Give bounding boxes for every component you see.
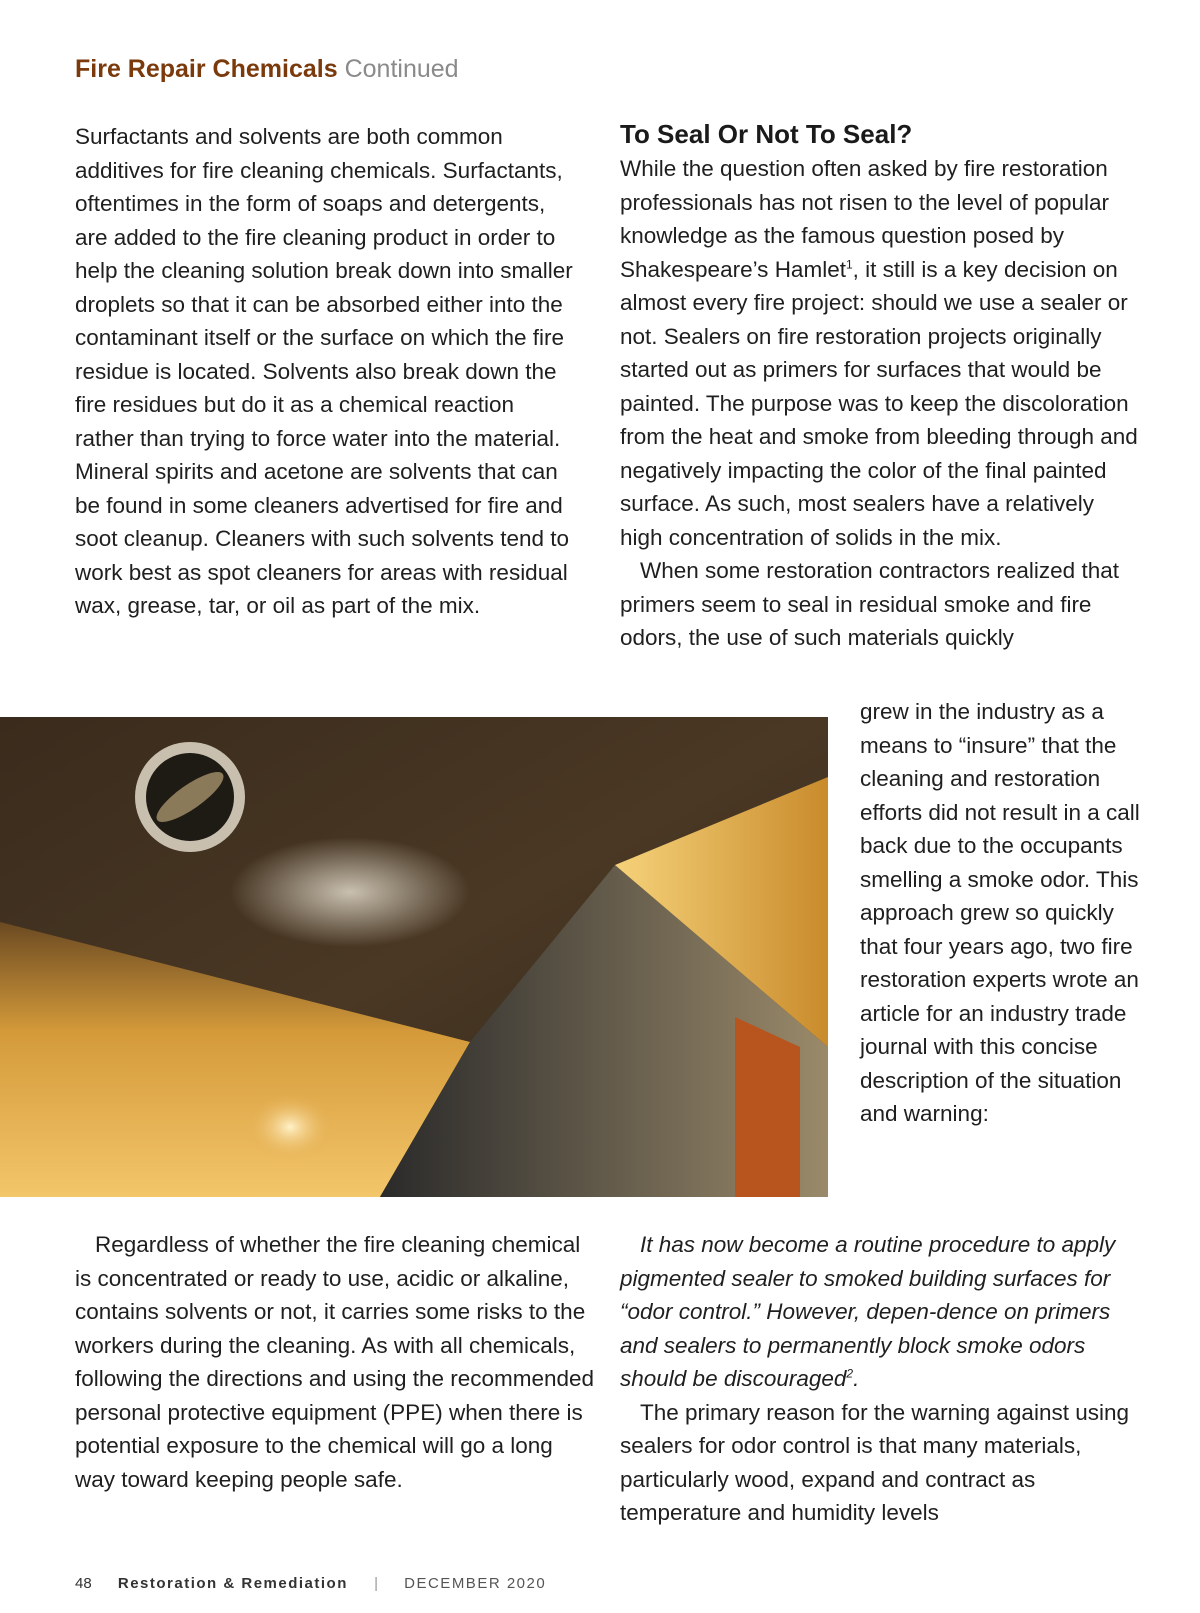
right-column-top [620,152,1140,655]
left-column-bottom [75,1228,595,1496]
page-footer [75,1574,568,1594]
paragraph: When some restoration contractors realized that primers seem to seal in residual smoke and fire odors, the use of such materials quickly [620,558,1119,650]
paragraph: The primary reason for the warning against using sealers for odor control is that many materials, particularly wood, expand and contract as temperature and humidity levels [620,1399,1130,1525]
publication-name: Restoration & Remediation [117,1575,348,1592]
ceiling-fire-photo [0,717,828,1197]
block-quote: It has now become a routine procedure to apply pigmented sealer to smoked building surfaces for “odor control.” However, depen-dence on primers and sealers to permanently block smoke odors should be discouraged$^2$. [620,1232,1116,1391]
photo-illustration [0,717,828,1197]
page-header [75,52,459,86]
footnote-ref: 1 [845,257,853,271]
right-column-bottom [620,1228,1140,1530]
header-continued: Continued [344,55,459,83]
paragraph: grew in the industry as a means to “insure” that the cleaning and restoration efforts did not result in a call back due to the occupants smelling a smoke odor. This approach grew so quickly that four years ago, two fire restoration experts wrote an article for an industry trade journal with this concise description of the situation and warning: [860,699,1140,1126]
section-title: To Seal Or Not To Seal? [620,119,913,149]
left-column-top [75,120,575,623]
paragraph: While the question often asked by fire restoration professionals has not risen to the level of popular knowledge as the famous question posed by Shakespeare’s Hamlet$^1$, it still is a key decision on almost every fire project: should we use a sealer or not. Sealers on fire restoration projects originally started out as primers for surfaces that would be painted. The purpose was to keep the discoloration from the heat and smoke from bleeding through and negatively impacting the color of the final painted surface. As such, most sealers have a relatively high concentration of solids in the mix. [620,156,1138,550]
header-title: Fire Repair Chemicals [75,55,338,83]
page-number: 48 [75,1575,92,1592]
issue-date: DECEMBER 2020 [404,1575,547,1592]
wrapped-column-text [860,695,1150,1131]
paragraph: Regardless of whether the fire cleaning chemical is concentrated or ready to use, acidic or alkaline, contains solvents or not, it carries some risks to the workers during the cleaning. As with all chemicals, following the directions and using the recommended personal protective equipment (PPE) when there is potential exposure to the chemical will go a long way toward keeping people safe. [75,1232,595,1492]
paragraph: Surfactants and solvents are both common additives for fire cleaning chemicals. Surfactants, oftentimes in the form of soaps and detergents, are added to the fire cleaning product in order to help the cleaning solution break down into smaller droplets so that it can be absorbed either into the contaminant itself or the surface on which the fire residue is located. Solvents also break down the fire residues but do it as a chemical reaction rather than trying to force water into the material. Mineral spirits and acetone are solvents that can be found in some cleaners advertised for fire and soot cleanup. Cleaners with such solvents tend to work best as spot cleaners for areas with residual wax, grease, tar, or oil as part of the mix. [75,124,573,618]
footer-separator: | [374,1575,378,1592]
footnote-ref: 2 [846,1366,854,1381]
